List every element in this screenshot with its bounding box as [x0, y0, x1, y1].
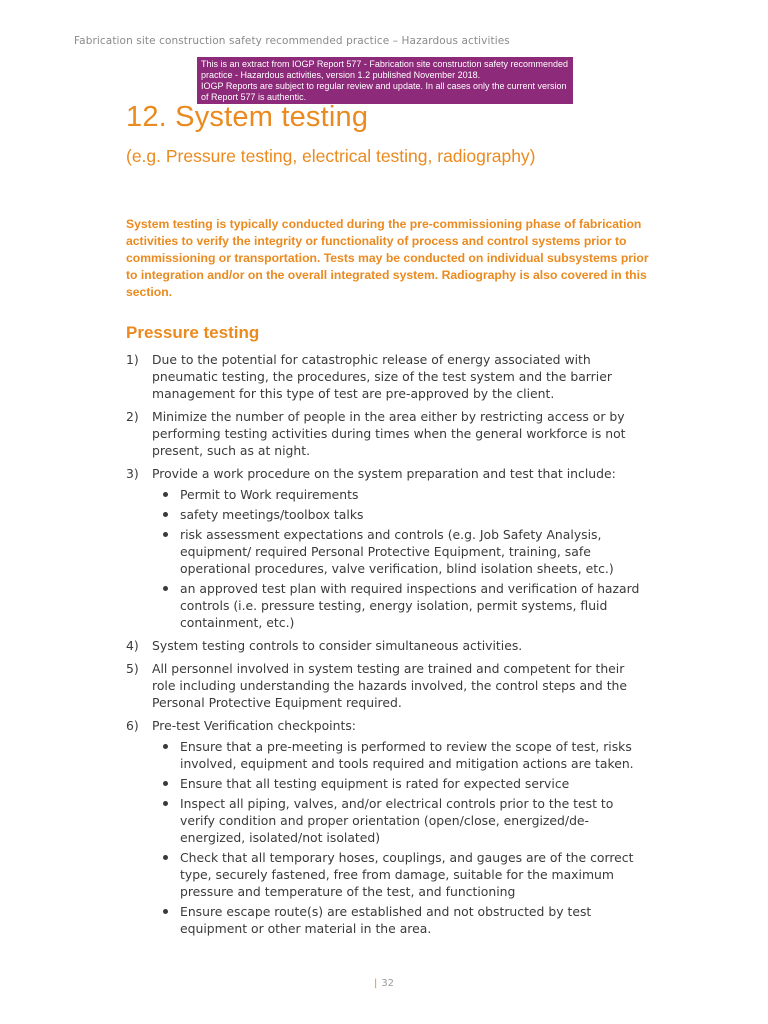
list-item: [126, 465, 646, 631]
bullet-list: [152, 486, 646, 631]
bullet-item: Ensure escape route(s) are established and not obstructed by test equipment or other material in the area.: [152, 903, 646, 937]
list-item: [126, 717, 646, 937]
notice-line-1: This is an extract from IOGP Report 577 - Fabrication site construction safety recommended practice - Hazardous activities, version 1.2 published November 2018.: [201, 59, 568, 80]
running-header: Fabrication site construction safety recommended practice – Hazardous activities: [74, 35, 510, 47]
bullet-item: risk assessment expectations and controls (e.g. Job Safety Analysis, equipment/ required Personal Protective Equipment, training, safe operational procedures, valve verification, blind isolation sheets, etc.): [152, 526, 646, 577]
bullet-item: Ensure that all testing equipment is rated for expected service: [152, 775, 646, 792]
list-item-number: 6): [126, 718, 139, 733]
list-item-text: System testing controls to consider simultaneous activities.: [152, 638, 523, 653]
list-item-number: 1): [126, 352, 139, 367]
bullet-item: Ensure that a pre-meeting is performed to review the scope of test, risks involved, equipment and tools required and mitigation actions are taken.: [152, 738, 646, 772]
list-item-number: 3): [126, 466, 139, 481]
list-item-text: Minimize the number of people in the area either by restricting access or by performing testing activities during times when the general workforce is not present, such as at night.: [152, 409, 626, 458]
bullet-item: Permit to Work requirements: [152, 486, 646, 503]
list-item-text: Provide a work procedure on the system preparation and test that include:: [152, 466, 616, 481]
section-title: Pressure testing: [126, 323, 260, 342]
chapter-subtitle: (e.g. Pressure testing, electrical testing, radiography): [126, 146, 536, 166]
notice-line-2: IOGP Reports are subject to regular review and update. In all cases only the current version of Report 577 is authentic.: [201, 81, 567, 102]
page-footer: [0, 978, 768, 989]
bullet-list: [152, 738, 646, 937]
list-item-number: 2): [126, 409, 139, 424]
footer-divider-mark: |: [373, 978, 378, 989]
page-number: 32: [381, 978, 395, 989]
list-item: [126, 637, 646, 654]
list-item-number: 5): [126, 661, 139, 676]
chapter-title: 12. System testing: [126, 101, 369, 133]
bullet-item: Check that all temporary hoses, couplings, and gauges are of the correct type, securely fastened, free from damage, suitable for the maximum pressure and temperature of the test, and functioning: [152, 849, 646, 900]
list-item: [126, 351, 646, 402]
list-item-text: Due to the potential for catastrophic release of energy associated with pneumatic testing, the procedures, size of the test system and the barrier management for this type of test are pre-approved by the client.: [152, 352, 612, 401]
extract-notice-box: [197, 57, 573, 104]
list-item-number: 4): [126, 638, 139, 653]
list-item-text: All personnel involved in system testing are trained and competent for their role including understanding the hazards involved, the control steps and the Personal Protective Equipment required.: [152, 661, 628, 710]
list-item: [126, 408, 646, 459]
list-item-text: Pre-test Verification checkpoints:: [152, 718, 356, 733]
bullet-item: an approved test plan with required inspections and verification of hazard controls (i.e. pressure testing, energy isolation, permit systems, fluid containment, etc.): [152, 580, 646, 631]
list-item: [126, 660, 646, 711]
numbered-list: [126, 351, 646, 943]
intro-paragraph: System testing is typically conducted during the pre-commissioning phase of fabrication activities to verify the integrity or functionality of process and control systems prior to commissioning or transportation. Tests may be conducted on individual subsystems prior to integration and/or on the overall integrated system. Radiography is also covered in this section.: [126, 217, 649, 299]
bullet-item: Inspect all piping, valves, and/or electrical controls prior to the test to verify condition and proper orientation (open/close, energized/de-energized, isolated/not isolated): [152, 795, 646, 846]
bullet-item: safety meetings/toolbox talks: [152, 506, 646, 523]
